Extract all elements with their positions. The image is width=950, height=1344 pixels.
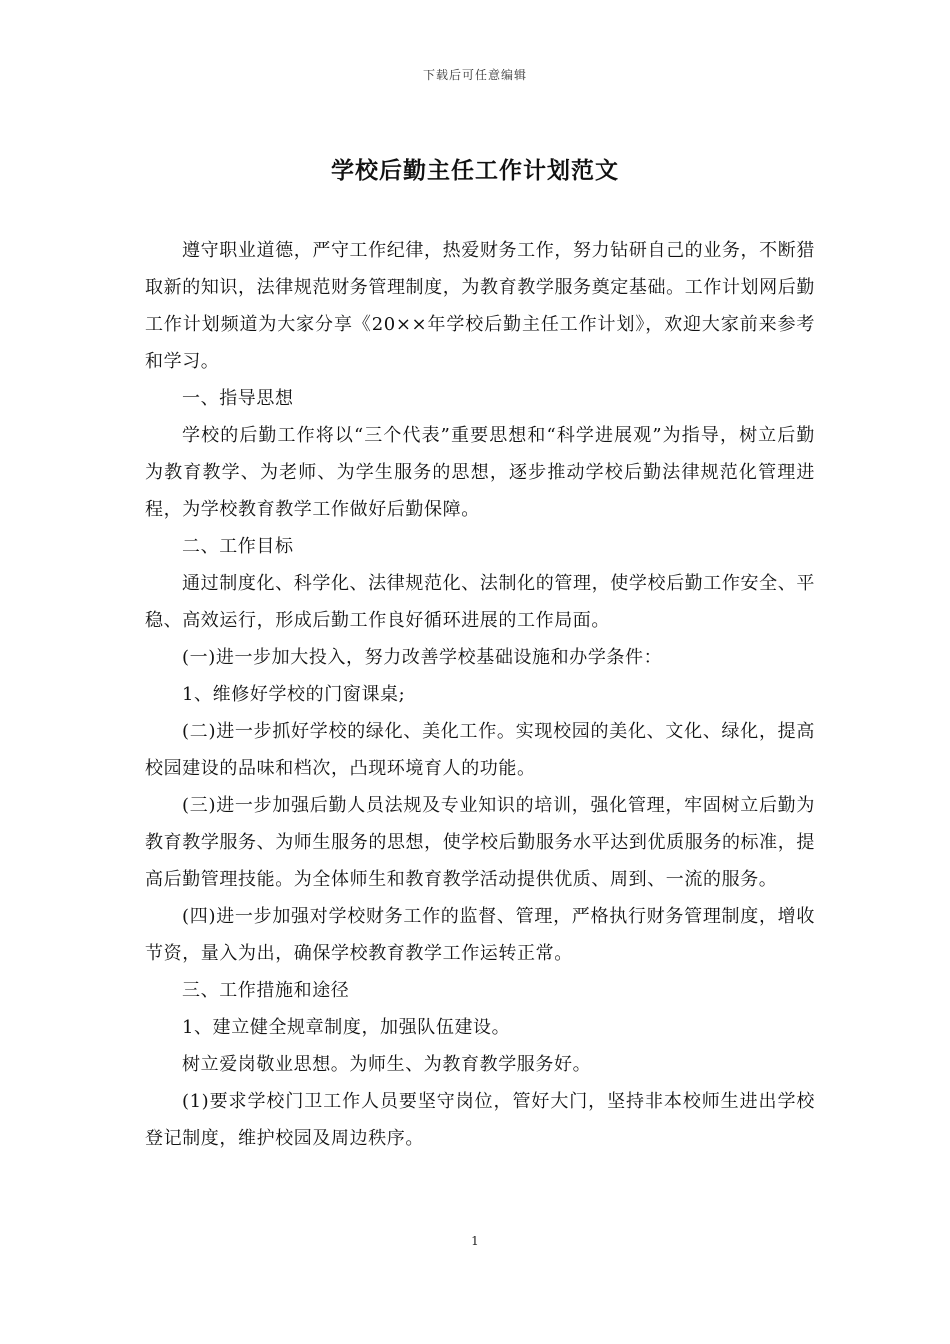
paragraph-goal-3: (三)进一步加强后勤人员法规及专业知识的培训，强化管理，牢固树立后勤为教育教学服务、为师生服务的思想，使学校后勤服务水平达到优质服务的标准，提高后勤管理技能。为全体师生和教育教学活动提供优质、周到、一流的服务。: [145, 795, 815, 890]
page-number: 1: [471, 1234, 479, 1248]
paragraph-work-goals: 通过制度化、科学化、法律规范化、法制化的管理，使学校后勤工作安全、平稳、高效运行，形成后勤工作良好循环进展的工作局面。: [145, 573, 815, 631]
paragraph-measure-1-item-1: (1)要求学校门卫工作人员要坚守岗位，管好大门，坚持非本校师生进出学校登记制度，维护校园及周边秩序。: [145, 1091, 815, 1149]
paragraph-goal-1: (一)进一步加大投入，努力改善学校基础设施和办学条件：: [182, 647, 663, 668]
paragraph-measure-1: 1、建立健全规章制度，加强队伍建设。: [182, 1017, 511, 1038]
section-heading-guiding-ideology: 一、指导思想: [182, 388, 294, 409]
header-note: 下载后可任意编辑: [422, 68, 527, 82]
section-heading-work-goals: 二、工作目标: [182, 536, 294, 557]
paragraph-intro: 遵守职业道德，严守工作纪律，热爱财务工作，努力钻研自己的业务，不断猎取新的知识，法律规范财务管理制度，为教育教学服务奠定基础。工作计划网后勤工作计划频道为大家分享《20××年学校后勤主任工作计划》，欢迎大家前来参考和学习。: [145, 240, 815, 372]
paragraph-guiding-ideology: 学校的后勤工作将以“三个代表”重要思想和“科学进展观”为指导，树立后勤为教育教学、为老师、为学生服务的思想，逐步推动学校后勤法律规范化管理进程，为学校教育教学工作做好后勤保障。: [145, 425, 815, 520]
paragraph-goal-2: (二)进一步抓好学校的绿化、美化工作。实现校园的美化、文化、绿化，提高校园建设的品味和档次，凸现环境育人的功能。: [145, 721, 815, 779]
document-title: 学校后勤主任工作计划范文: [331, 157, 619, 184]
document-body: [145, 232, 815, 1157]
paragraph-measure-1-detail: 树立爱岗敬业思想。为师生、为教育教学服务好。: [182, 1054, 592, 1075]
section-heading-measures: 三、工作措施和途径: [182, 980, 350, 1001]
paragraph-goal-4: (四)进一步加强对学校财务工作的监督、管理，严格执行财务管理制度，增收节资，量入为出，确保学校教育教学工作运转正常。: [145, 906, 815, 964]
paragraph-goal-1-item-1: 1、维修好学校的门窗课桌;: [182, 684, 406, 705]
